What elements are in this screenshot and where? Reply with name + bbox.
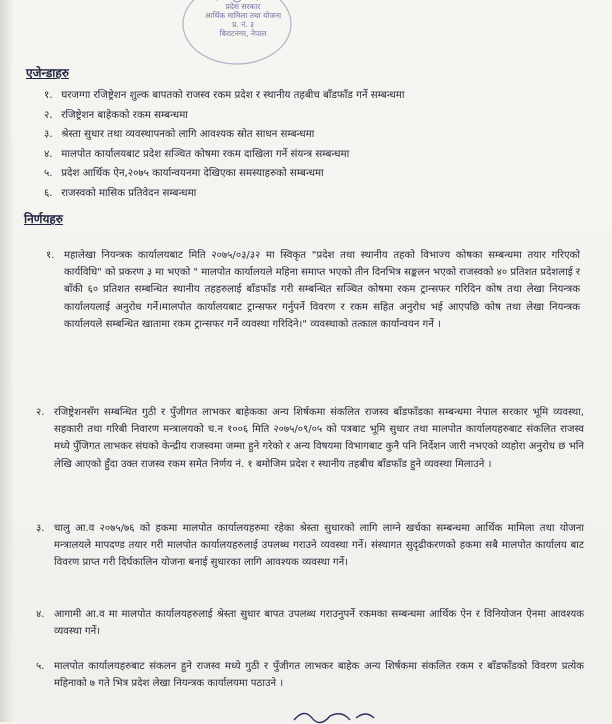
agenda-item	[44, 125, 584, 145]
decision-number: १.	[46, 250, 55, 261]
page-edge-shadow	[0, 0, 14, 722]
decision-item	[36, 520, 584, 572]
agenda-item-number: १.	[44, 90, 53, 101]
decision-text: चालु आ.व २०७५/७६ को हकमा मालपोत कार्यालयहरुमा रहेका श्रेस्ता सुधारको लागि लाग्ने खर्चका सम्बन्धमा आर्थिक मामिला तथा योजना मन्त्रालयले मापदण्ड तयार गरी मालपोत कार्यालयहरुलाई उपलब्ध गराउने व्यवस्था गर्ने। संस्थागत सुदृढीकरणको हकमा सबै मालपोत कार्यालय बाट विवरण प्राप्त गरी दिर्घकालिन योजना बनाई सुधारका लागि आवश्यक व्यवस्था गर्ने।	[54, 523, 584, 569]
seal-text	[198, 2, 288, 38]
decision-text: महालेखा नियन्त्रक कार्यालयबाट मिति २०७५/०३/३२ मा स्विकृत "प्रदेश तथा स्थानीय तहको विभाज्य कोषका सम्बन्धमा तयार गरिएको कार्यविधि" को प्रकरण ३ मा भएको " मालपोत कार्यालयले महिना समाप्त भएको तीन दिनभित्र सङ्कलन भएको राजस्वको ४० प्रतिशत प्रदेशलाई र बाँकी ६० प्रतिशत सम्बन्धित स्थानीय तहहरुलाई बाँडफाँड गरी सम्बन्धित सञ्चित कोषमा रकम ट्रान्सफर गरिदिन कोष तथा लेखा नियन्त्रक कार्यालयलाई अनुरोध गर्ने।मालपोत कार्यालयबाट ट्रान्सफर गर्नुपर्ने विवरण र रकम सहित अनुरोध भई आएपछि कोष तथा लेखा नियन्त्रक कार्यालयले सम्बन्धित खातामा रकम ट्रान्सफर गर्ने व्यवस्था गरिदिने।" व्यवस्थाको तत्काल कार्यान्वयन गर्ने ।	[64, 250, 580, 330]
decision-item	[36, 606, 584, 640]
seal-line: प्रदेश सरकार	[225, 2, 261, 11]
handwritten-signature	[290, 706, 400, 724]
decision-number: ३.	[36, 523, 45, 534]
decision-number: ४.	[36, 609, 45, 620]
decision-number: ५.	[36, 661, 45, 672]
agenda-item-number: २.	[44, 109, 53, 121]
agenda-item-number: ५.	[44, 168, 53, 180]
agenda-item	[44, 106, 584, 126]
decision-number: २.	[36, 407, 45, 418]
agenda-item	[44, 86, 584, 106]
agenda-item-number: ३.	[44, 129, 53, 141]
agenda-item-text: प्रदेश आर्थिक ऐन,२०७५ कार्यान्वयनमा देखिएका समस्याहरुको सम्बन्धमा	[61, 168, 324, 180]
decision-item	[36, 404, 584, 473]
agenda-item-text: घरजग्गा रजिष्ट्रेशन शुल्क बापतको राजस्व रकम प्रदेश र स्थानीय तहबीच बाँडफाँड गर्ने सम्बन्धमा	[61, 90, 405, 101]
agenda-item-number: ६.	[44, 187, 53, 199]
agenda-item	[44, 184, 584, 204]
agenda-list	[44, 86, 584, 204]
seal-line: प्र. नं. ३	[232, 20, 254, 29]
decision-text: आगामी आ.व मा मालपोत कार्यालयहरुलाई श्रेस्ता सुधार बापत उपलब्ध गराउनुपर्ने रकमका सम्बन्धमा आर्थिक ऐन र विनियोजन ऐनमा आवश्यक व्यवस्था गर्ने।	[54, 609, 584, 638]
seal-line: बिराटनगर, नेपाल	[219, 29, 267, 38]
decision-text: मालपोत कार्यालयहरुबाट संकलन हुने राजस्व मध्ये गुठी र पुँजीगत लाभकर बाहेक अन्य शिर्षकमा संकलित रकम र बाँडफाँडको विवरण प्रत्येक महिनाको ७ गते भित्र प्रदेश लेखा नियन्त्रक कार्यालयमा पठाउने ।	[54, 661, 584, 690]
agenda-heading: एजेन्डाहरु	[26, 66, 69, 80]
agenda-item-text: रजिष्ट्रेशन बाहेकको रकम सम्बन्धमा	[61, 109, 188, 121]
agenda-item-number: ४.	[44, 148, 53, 160]
agenda-item	[44, 164, 584, 184]
agenda-item	[44, 145, 584, 165]
decisions-heading: निर्णयहरु	[24, 212, 63, 226]
agenda-item-text: राजस्वको मासिक प्रतिवेदन सम्बन्धमा	[61, 187, 197, 199]
decision-item	[36, 658, 584, 692]
decision-item	[46, 247, 580, 333]
seal-line: आर्थिक मामिला तथा योजना	[204, 11, 282, 20]
decision-text: रजिष्ट्रेशनसँग सम्बन्धित गुठी र पुँजीगत लाभकर बाहेकका अन्य शिर्षकमा संकलित राजस्व बाँडफाँडका सम्बन्धमा नेपाल सरकार भूमि व्यवस्था, सहकारी तथा गरिबी निवारण मन्त्रालयको च.न १००६ मिति २०७५/०९/०५ को पत्रबाट भूमि सुधार तथा मालपोत कार्यालयहरुबाट संकलित राजस्व मध्ये पुँजिगत लाभकर संघको केन्द्रीय राजस्वमा जम्मा हुने गरेको र अन्य विषयमा विभागबाट कुनै पनि निर्देशन जारी नभएको व्यहोरा अनुरोध छ भनि लेखि आएको हुँदा उक्त राजस्व रकम समेत निर्णय नं. १ बमोजिम प्रदेश र स्थानीय तहबीच बाँडफाँड हुने व्यवस्था मिलाउने ।	[54, 407, 584, 470]
agenda-item-text: मालपोत कार्यालयबाट प्रदेश सञ्चित कोषमा रकम दाखिला गर्ने संयन्त्र सम्बन्धमा	[61, 148, 350, 160]
agenda-item-text: श्रेस्ता सुधार तथा व्यवस्थापनको लागि आवश्यक स्रोत साधन सम्बन्धमा	[61, 129, 315, 141]
